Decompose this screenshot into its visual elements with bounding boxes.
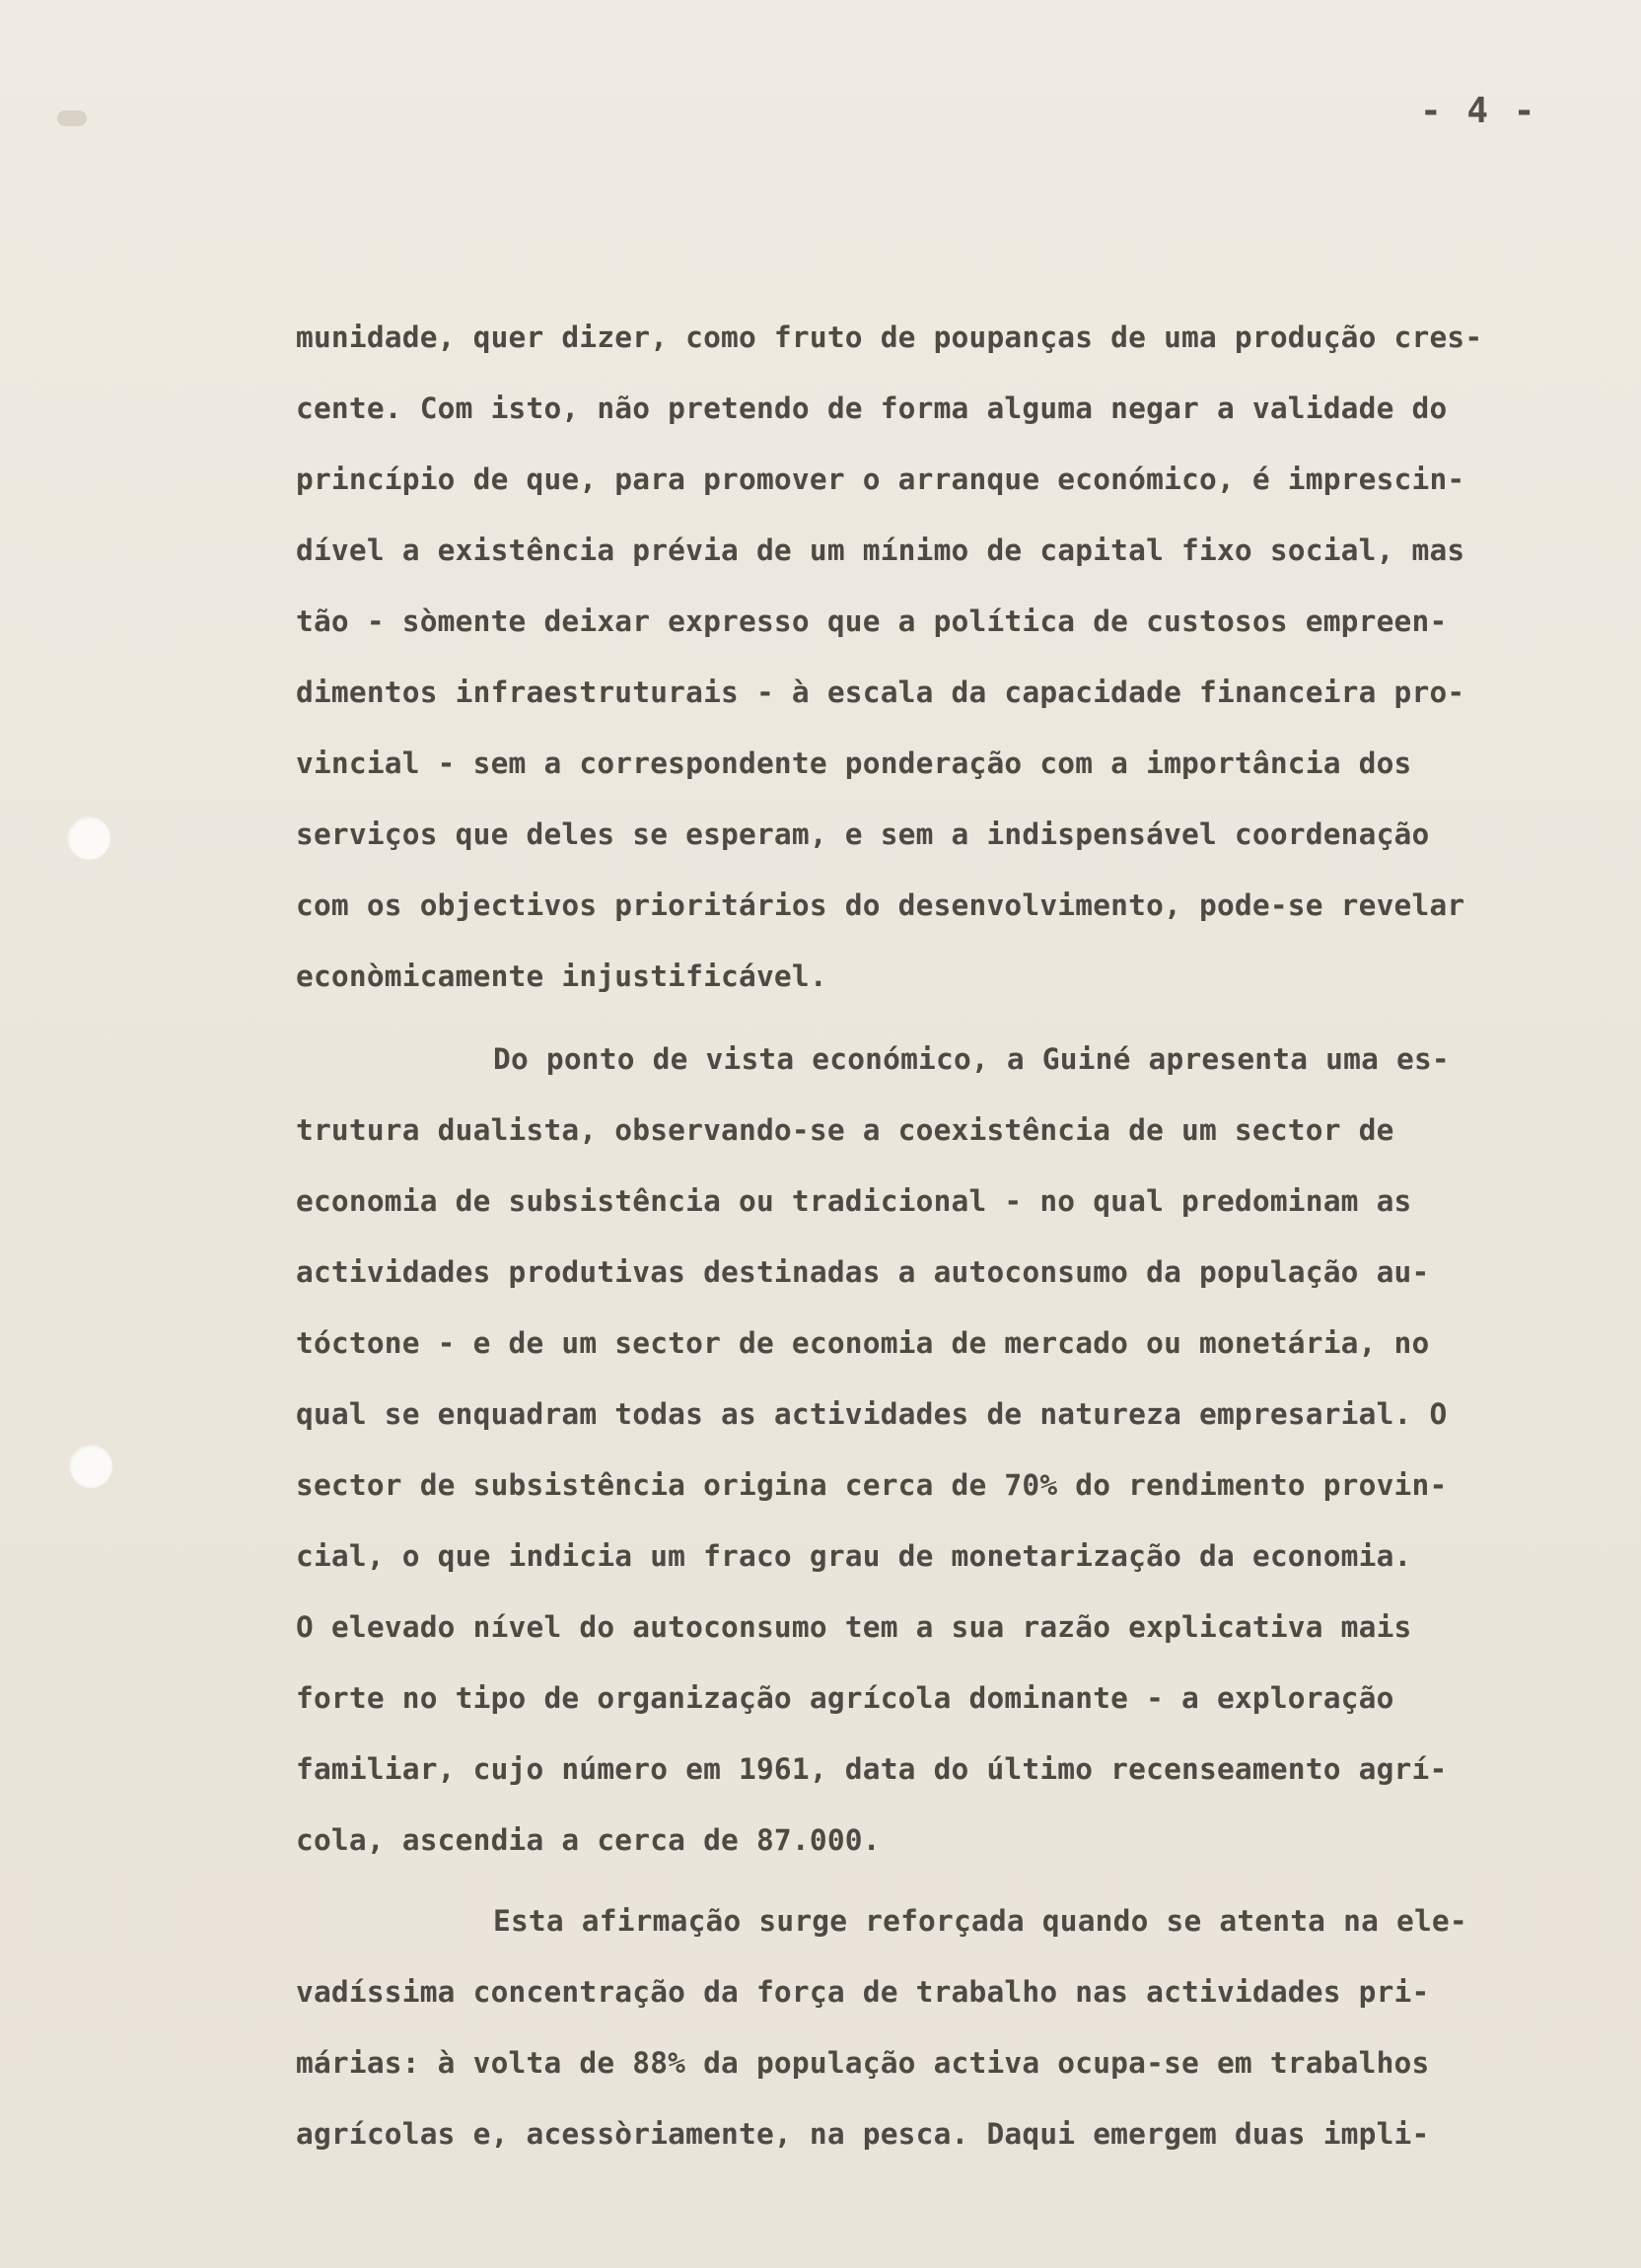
text-line: cial, o que indicia um fraco grau de monetarização da economia. (296, 1539, 1412, 1573)
page-number: - 4 - (1420, 91, 1537, 131)
text-line: familiar, cujo número em 1961, data do último recenseamento agrí- (296, 1752, 1448, 1786)
text-line: serviços que deles se esperam, e sem a indispensável coordenação (296, 817, 1430, 851)
paper-mark (57, 110, 87, 126)
punch-hole (67, 816, 110, 860)
text-line: economia de subsistência ou tradicional - no qual predominam as (296, 1184, 1412, 1218)
text-line: tóctone - e de um sector de economia de mercado ou monetária, no (296, 1326, 1430, 1360)
text-line: actividades produtivas destinadas a autoconsumo da população au- (296, 1255, 1430, 1289)
text-line: dimentos infraestruturais - à escala da capacidade financeira pro- (296, 675, 1465, 709)
text-line: agrícolas e, acessòriamente, na pesca. Daqui emergem duas impli- (296, 2117, 1430, 2151)
text-line: O elevado nível do autoconsumo tem a sua razão explicativa mais (296, 1610, 1412, 1644)
text-line: princípio de que, para promover o arranque económico, é imprescin- (296, 462, 1465, 496)
text-line: forte no tipo de organização agrícola dominante - a exploração (296, 1681, 1394, 1715)
text-line: vincial - sem a correspondente ponderação com a importância dos (296, 746, 1412, 780)
punch-hole (69, 1445, 112, 1488)
text-line: cola, ascendia a cerca de 87.000. (296, 1823, 881, 1857)
text-line: vadíssima concentração da força de trabalho nas actividades pri- (296, 1975, 1430, 2009)
text-line: econòmicamente injustificável. (296, 959, 827, 993)
text-line: tão - sòmente deixar expresso que a política de custosos empreen- (296, 604, 1448, 638)
text-line: qual se enquadram todas as actividades de natureza empresarial. O (296, 1397, 1448, 1431)
text-line: trutura dualista, observando-se a coexistência de um sector de (296, 1113, 1394, 1147)
text-line: márias: à volta de 88% da população activa ocupa-se em trabalhos (296, 2046, 1430, 2080)
text-line: cente. Com isto, não pretendo de forma alguma negar a validade do (296, 391, 1448, 425)
text-line: sector de subsistência origina cerca de 70% do rendimento provin- (296, 1468, 1448, 1502)
text-line: munidade, quer dizer, como fruto de poupanças de uma produção cres- (296, 320, 1483, 354)
text-line: dível a existência prévia de um mínimo de capital fixo social, mas (296, 533, 1465, 567)
text-line: Do ponto de vista económico, a Guiné apresenta uma es- (493, 1042, 1450, 1076)
text-line: com os objectivos prioritários do desenvolvimento, pode-se revelar (296, 888, 1465, 922)
text-line: Esta afirmação surge reforçada quando se atenta na ele- (493, 1904, 1467, 1938)
